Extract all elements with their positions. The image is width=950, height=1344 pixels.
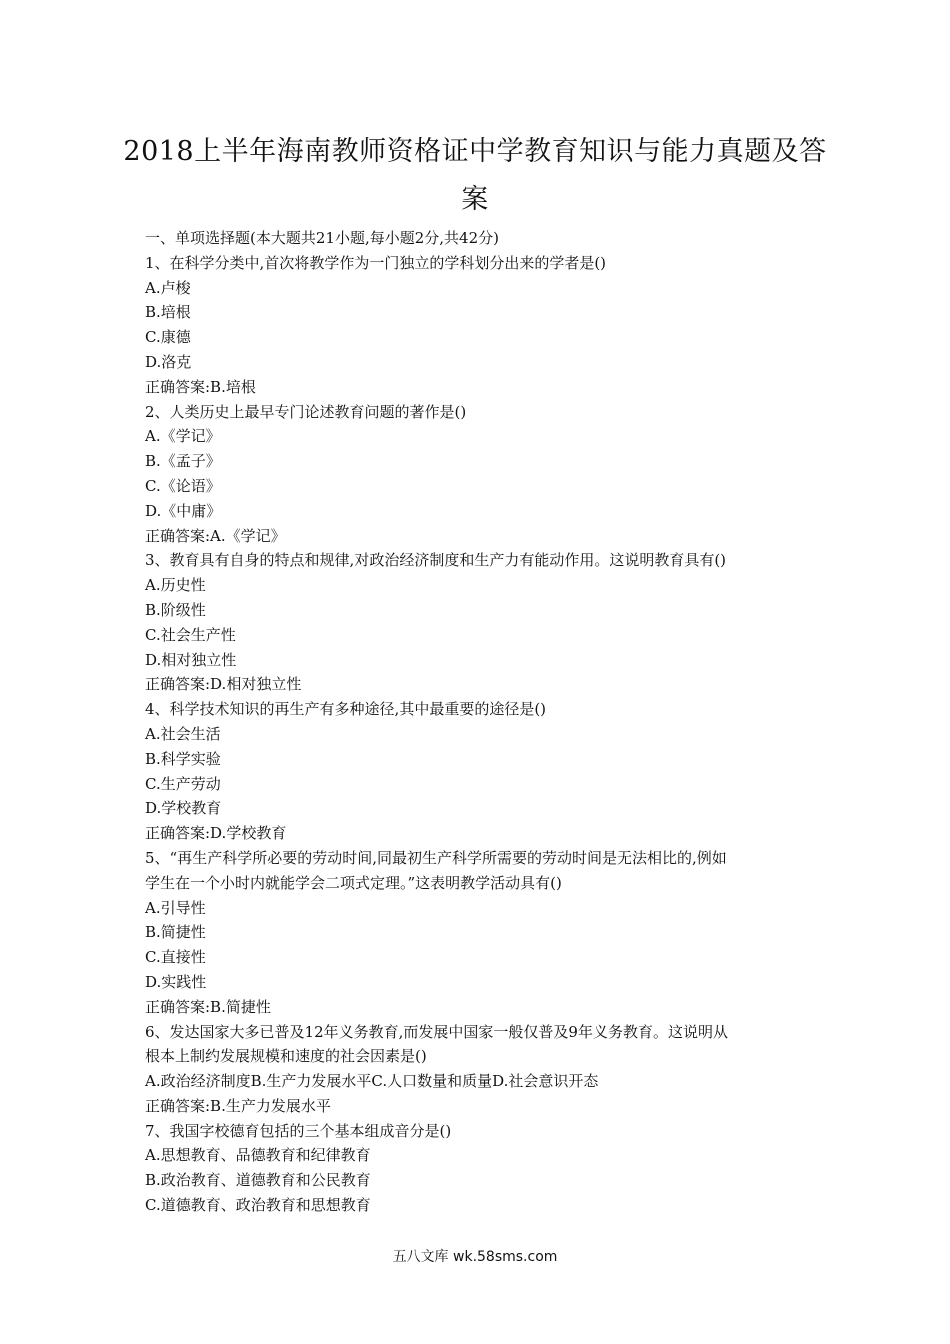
- option: B.阶级性: [145, 600, 206, 619]
- option: A.思想教育、品德教育和纪律教育: [145, 1146, 371, 1165]
- question-stem: 2、人类历史上最早专门论述教育问题的著作是(): [145, 402, 467, 421]
- answer: 正确答案:D.相对独立性: [145, 675, 302, 694]
- option: C.生产劳动: [145, 774, 221, 793]
- option: D.洛克: [145, 352, 192, 371]
- option: C.社会生产性: [145, 625, 236, 644]
- question-stem-line-2: 根本上制约发展规模和速度的社会因素是(): [145, 1047, 427, 1066]
- answer: 正确答案:B.生产力发展水平: [145, 1096, 331, 1115]
- answer: 正确答案:B.简捷性: [145, 997, 271, 1016]
- document-body: [145, 226, 825, 1218]
- option: D.实践性: [145, 972, 207, 991]
- answer: 正确答案:A.《学记》: [145, 526, 286, 545]
- question-stem: 3、教育具有自身的特点和规律,对政治经济制度和生产力有能动作用。这说明教育具有(): [145, 551, 727, 570]
- question-stem: 1、在科学分类中,首次将教学作为一门独立的学科划分出来的学者是(): [145, 253, 607, 272]
- answer: 正确答案:B.培根: [145, 377, 256, 396]
- option: C.康德: [145, 328, 191, 347]
- title-line-1: 2018上半年海南教师资格证中学教育知识与能力真题及答: [123, 136, 827, 167]
- option: D.《中庸》: [145, 501, 222, 520]
- option: B.科学实验: [145, 749, 221, 768]
- title-line-2: 案: [461, 184, 489, 215]
- option: A.卢梭: [145, 278, 191, 297]
- option: A.《学记》: [145, 427, 221, 446]
- document-title: [120, 128, 830, 224]
- footer-watermark: 五八文库 wk.58sms.com: [392, 1249, 558, 1265]
- options-inline: A.政治经济制度B.生产力发展水平C.人口数量和质量D.社会意识开态: [145, 1072, 599, 1091]
- question-stem-line-1: 6、发达国家大多已普及12年义务教育,而发展中国家一般仅普及9年义务教育。这说明从: [145, 1022, 728, 1041]
- section-heading: 一、单项选择题(本大题共21小题,每小题2分,共42分): [145, 229, 499, 247]
- option: D.学校教育: [145, 799, 222, 818]
- question-stem-line-1: 5、“再生产科学所必要的劳动时间,同最初生产科学所需要的劳动时间是无法相比的,例如: [145, 848, 727, 867]
- option: A.历史性: [145, 576, 206, 595]
- option: D.相对独立性: [145, 650, 237, 669]
- option: B.《孟子》: [145, 452, 221, 471]
- question-stem: 4、科学技术知识的再生产有多种途径,其中最重要的途径是(): [145, 700, 547, 719]
- option: B.培根: [145, 303, 191, 322]
- option: C.道德教育、政治教育和思想教育: [145, 1196, 371, 1215]
- question-stem-line-2: 学生在一个小时内就能学会二项式定理。”这表明教学活动具有(): [145, 873, 562, 892]
- option: B.政治教育、道德教育和公民教育: [145, 1171, 371, 1190]
- option: A.引导性: [145, 898, 206, 917]
- option: C.《论语》: [145, 476, 221, 495]
- question-stem: 7、我国字校德育包括的三个基本组成音分是(): [145, 1121, 452, 1140]
- option: B.简捷性: [145, 923, 206, 942]
- option: A.社会生活: [145, 724, 221, 743]
- answer: 正确答案:D.学校教育: [145, 824, 287, 843]
- option: C.直接性: [145, 948, 206, 967]
